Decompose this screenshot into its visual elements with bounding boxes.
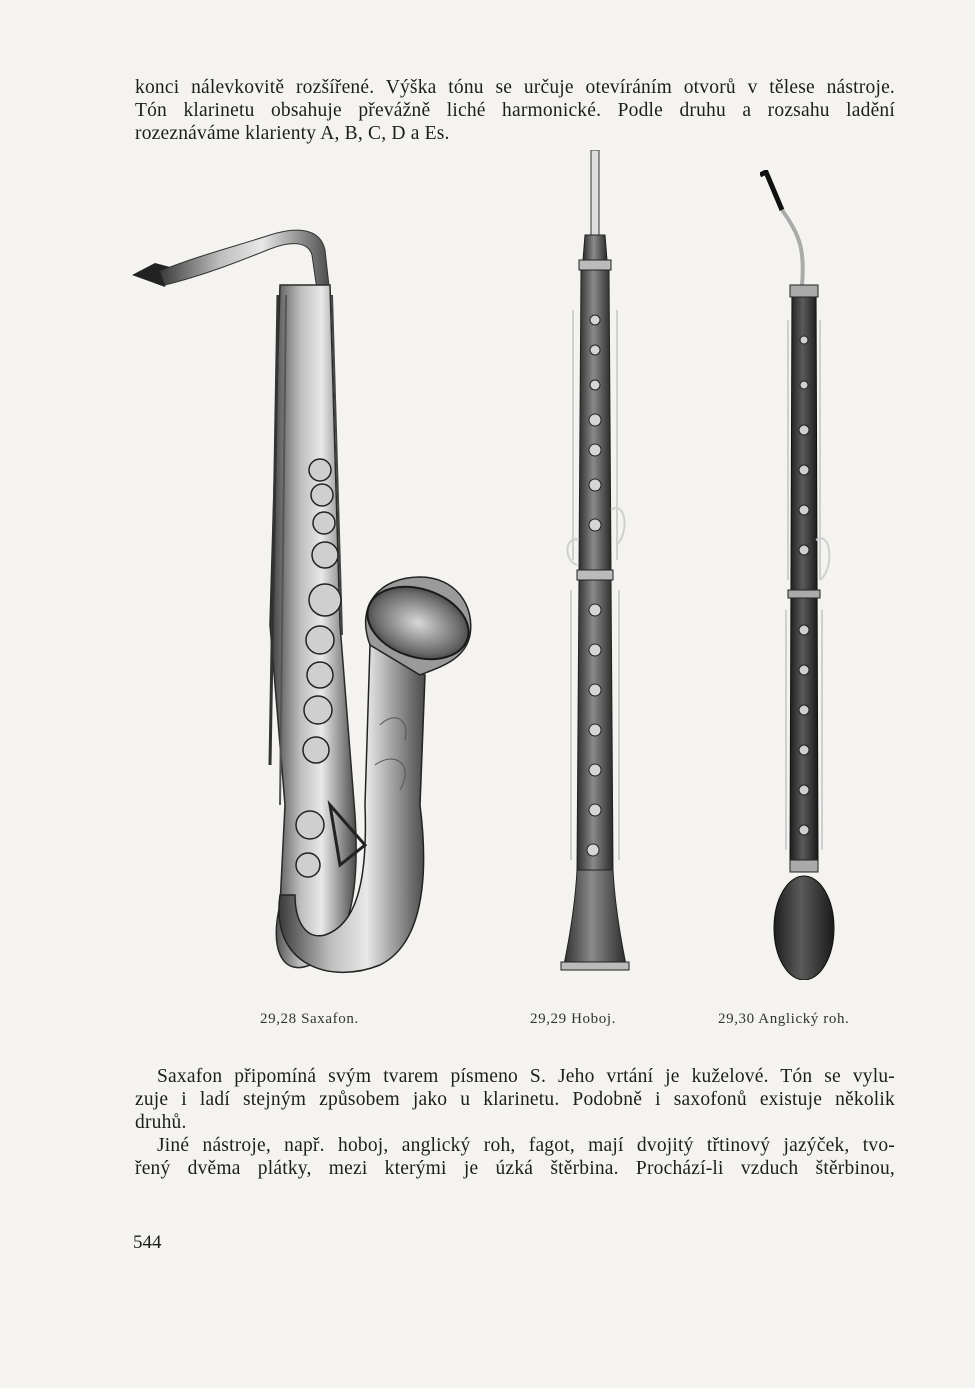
text-line: konci nálevkovitě rozšířené. Výška tónu se určuje otevíráním otvorů v tělese nástroje.: [135, 77, 895, 98]
figure-caption-oboe: 29,29 Hoboj.: [530, 1011, 616, 1027]
oboe-illustration: [545, 150, 645, 980]
figure-caption-saxophone: 29,28 Saxafon.: [260, 1011, 359, 1027]
text-line: Tón klarinetu obsahuje převážně liché harmonické. Podle druhu a rozsahu ladění: [135, 100, 895, 121]
text-line: rozeznáváme klarienty A, B, C, D a Es.: [135, 123, 450, 144]
text-line: řený dvěma plátky, mezi kterými je úzká štěrbina. Prochází-li vzduch štěrbinou,: [135, 1158, 895, 1179]
text-line: zuje i ladí stejným způsobem jako u klarinetu. Podobně i saxofonů existuje několik: [135, 1089, 895, 1110]
text-line: Jiné nástroje, např. hoboj, anglický roh, fagot, mají dvojitý třtinový jazýček, tvo-: [157, 1135, 895, 1156]
english-horn-illustration: [760, 170, 860, 980]
figure-caption-english-horn: 29,30 Anglický roh.: [718, 1011, 850, 1027]
top-paragraph: [135, 76, 895, 145]
saxophone-illustration: [120, 205, 480, 995]
bottom-paragraphs: [135, 1065, 895, 1180]
text-line: Saxafon připomíná svým tvarem písmeno S. Jeho vrtání je kuželové. Tón se vylu-: [157, 1066, 895, 1087]
page-number: 544: [133, 1232, 162, 1253]
text-line: druhů.: [135, 1112, 187, 1133]
